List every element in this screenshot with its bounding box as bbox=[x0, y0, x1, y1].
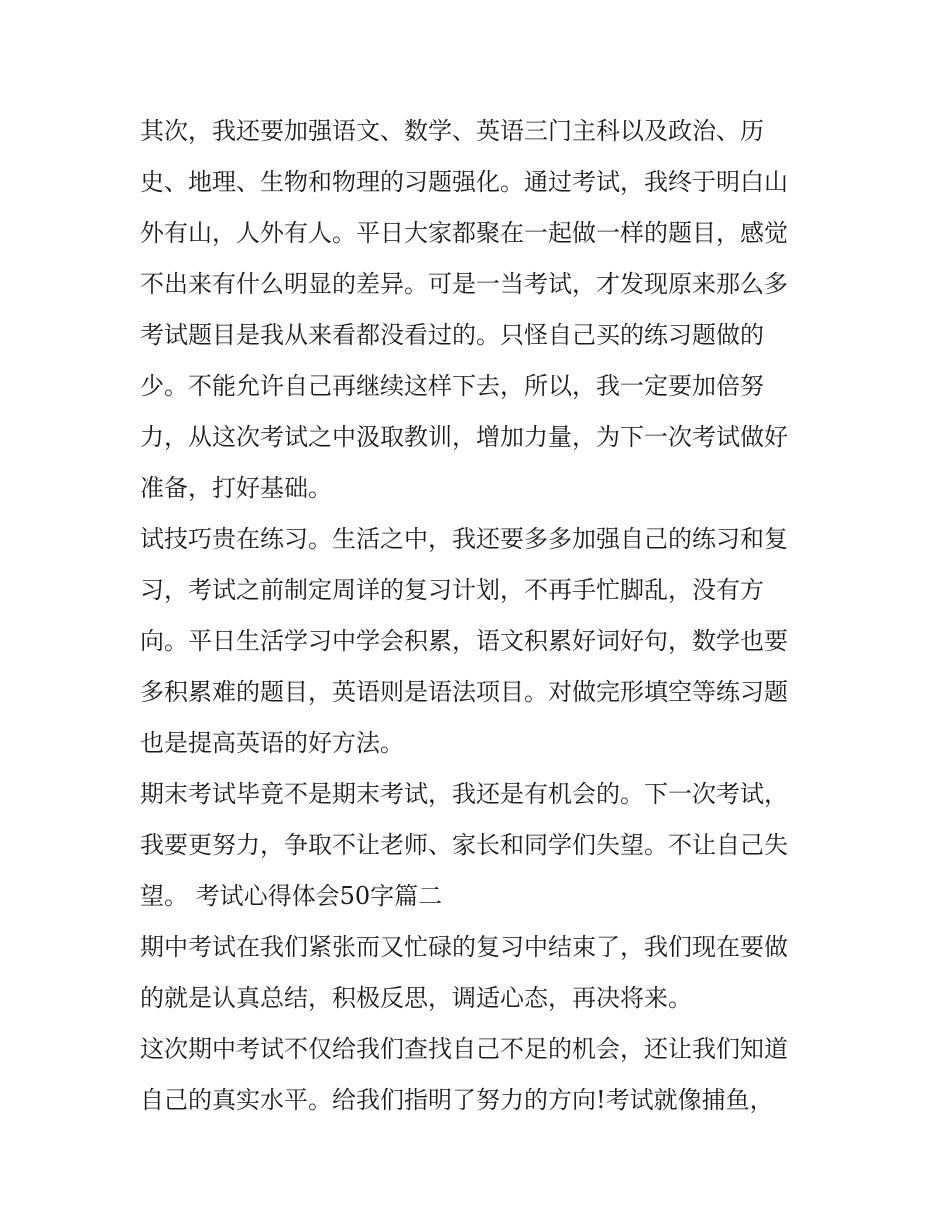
text-line: 不出来有什么明显的差异。可是一当考试，才发现原来那么多 bbox=[140, 270, 788, 298]
text-line: 史、地理、生物和物理的习题强化。通过考试，我终于明白山 bbox=[140, 168, 788, 196]
text-line: 力，从这次考试之中汲取教训，增加力量，为下一次考试做好 bbox=[140, 423, 788, 451]
text-line: 少。不能允许自己再继续这样下去，所以，我一定要加倍努 bbox=[140, 372, 764, 400]
text-line: 多积累难的题目，英语则是语法项目。对做完形填空等练习题 bbox=[140, 678, 788, 706]
text-line: 考试题目是我从来看都没看过的。只怪自己买的练习题做的 bbox=[140, 321, 764, 349]
text-line: 望。 考试心得体会50字篇二 bbox=[140, 882, 443, 910]
text-line: 也是提高英语的好方法。 bbox=[140, 729, 404, 757]
body-text bbox=[140, 106, 815, 1126]
text-line: 其次，我还要加强语文、数学、英语三门主科以及政治、历 bbox=[140, 117, 764, 145]
text-line: 期末考试毕竟不是期末考试，我还是有机会的。下一次考试， bbox=[140, 780, 788, 808]
text-line: 习，考试之前制定周详的复习计划，不再手忙脚乱，没有方 bbox=[140, 576, 764, 604]
text-line: 我要更努力，争取不让老师、家长和同学们失望。不让自己失 bbox=[140, 831, 788, 859]
text-line: 这次期中考试不仅给我们查找自己不足的机会，还让我们知道 bbox=[140, 1035, 788, 1063]
text-line: 的就是认真总结，积极反思，调适心态，再决将来。 bbox=[140, 984, 692, 1012]
text-line: 外有山，人外有人。平日大家都聚在一起做一样的题目，感觉 bbox=[140, 219, 788, 247]
text-line: 准备，打好基础。 bbox=[140, 474, 332, 502]
text-line: 向。平日生活学习中学会积累，语文积累好词好句，数学也要 bbox=[140, 627, 788, 655]
text-line: 期中考试在我们紧张而又忙碌的复习中结束了，我们现在要做 bbox=[140, 933, 788, 961]
text-line: 试技巧贵在练习。生活之中，我还要多多加强自己的练习和复 bbox=[140, 525, 788, 553]
text-line: 自己的真实水平。给我们指明了努力的方向!考试就像捕鱼， bbox=[140, 1086, 774, 1114]
